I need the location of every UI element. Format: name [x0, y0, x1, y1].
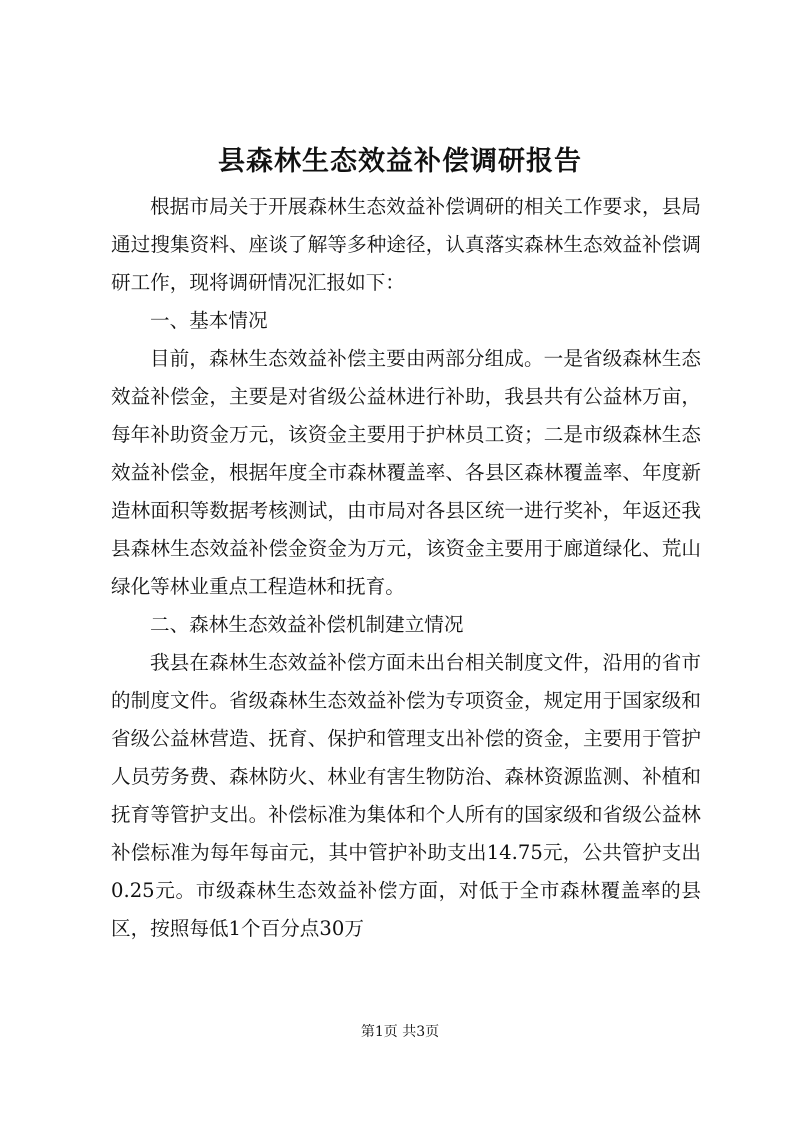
- heading-basic-situation: 一、基本情况: [150, 309, 268, 332]
- paragraph-intro: 根据市局关于开展森林生态效益补偿调研的相关工作要求，县局通过搜集资料、座谈了解等多种途径，认真落实森林生态效益补偿调研工作，现将调研情况汇报如下：: [111, 195, 701, 294]
- document-title: 县森林生态效益补偿调研报告: [218, 146, 582, 177]
- page-number: 第1页 共3页: [360, 1024, 440, 1040]
- heading-mechanism: 二、森林生态效益补偿机制建立情况: [150, 613, 464, 636]
- document-body: [111, 188, 701, 948]
- paragraph-basic-situation: 目前，森林生态效益补偿主要由两部分组成。一是省级森林生态效益补偿金，主要是对省级公益林进行补助，我县共有公益林万亩，每年补助资金万元，该资金主要用于护林员工资；二是市级森林生态效益补偿金，根据年度全市森林覆盖率、各县区森林覆盖率、年度新造林面积等数据考核测试，由市局对各县区统一进行奖补，年返还我县森林生态效益补偿金资金为万元，该资金主要用于廊道绿化、荒山绿化等林业重点工程造林和抚育。: [111, 347, 701, 598]
- paragraph-mechanism: 我县在森林生态效益补偿方面未出台相关制度文件，沿用的省市的制度文件。省级森林生态效益补偿为专项资金，规定用于国家级和省级公益林营造、抚育、保护和管理支出补偿的资金，主要用于管护人员劳务费、森林防火、林业有害生物防治、森林资源监测、补植和抚育等管护支出。补偿标准为集体和个人所有的国家级和省级公益林补偿标准为每年每亩元，其中管护补助支出14.75元，公共管护支出0.25元。市级森林生态效益补偿方面，对低于全市森林覆盖率的县区，按照每低1个百分点30万: [111, 651, 701, 940]
